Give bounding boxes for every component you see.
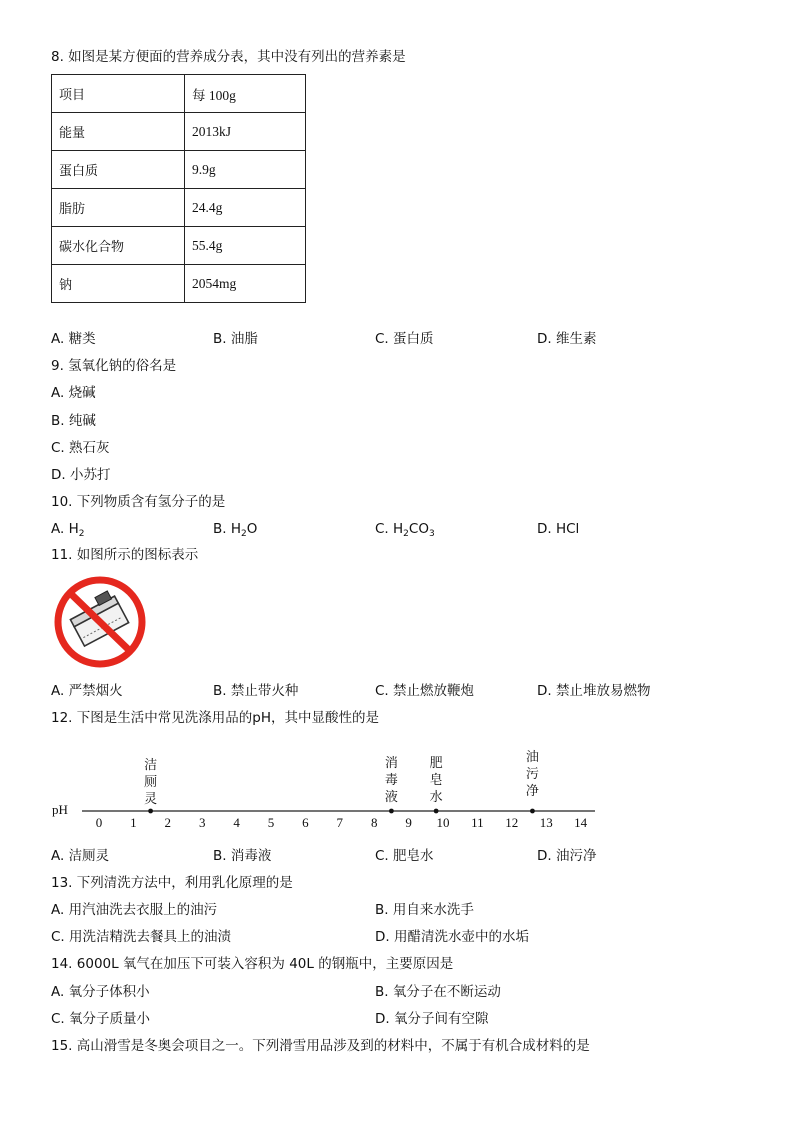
q9-option-a[interactable]: A. 烧碱: [51, 385, 96, 401]
table-row: [52, 75, 306, 113]
table-row: [52, 151, 306, 189]
table-cell: 碳水化合物: [52, 227, 185, 265]
table-cell: 蛋白质: [52, 151, 185, 189]
q13-option-d[interactable]: D. 用醋清洗水壶中的水垢: [375, 929, 529, 945]
q14-option-c[interactable]: C. 氧分子质量小: [51, 1011, 151, 1027]
table-row: [52, 189, 306, 227]
ph-tick-label: 5: [267, 815, 275, 830]
ph-tick-label: 4: [233, 815, 240, 830]
q10-option-c[interactable]: [375, 520, 435, 538]
ph-product-label-char: 液: [384, 790, 398, 805]
option-text: O: [246, 521, 258, 537]
ph-marker-dot: [530, 809, 535, 814]
q9-option-b[interactable]: B. 纯碱: [51, 413, 96, 429]
q9-option-c[interactable]: C. 熟石灰: [51, 440, 110, 456]
option-text: A. H: [51, 521, 79, 537]
q11-option-d[interactable]: D. 禁止堆放易燃物: [537, 683, 651, 699]
q9-option-d[interactable]: D. 小苏打: [51, 467, 111, 483]
table-cell: 2013kJ: [185, 113, 306, 151]
option-text: D. HCl: [537, 521, 580, 537]
ph-product-label: [383, 755, 399, 806]
ph-product-label-char: 皂: [429, 773, 443, 788]
ph-product-label: [143, 757, 159, 808]
q14-stem: 14. 6000L 氧气在加压下可装入容积为 40L 的钢瓶中，主要原因是: [51, 956, 454, 972]
ph-tick-label: 0: [95, 815, 103, 830]
ph-tick-label: 14: [574, 815, 588, 830]
ph-tick-label: 13: [539, 815, 553, 830]
subscript: 2: [241, 529, 247, 539]
ph-axis-label: pH: [52, 802, 68, 817]
ph-product-label-char: 污: [525, 767, 539, 782]
ph-product-label-char: 洁: [144, 758, 158, 773]
table-cell: 55.4g: [185, 227, 306, 265]
q11-option-a[interactable]: A. 严禁烟火: [51, 683, 123, 699]
q9-stem: 9. 氢氧化钠的俗名是: [51, 358, 177, 374]
table-cell: 钠: [52, 265, 185, 303]
q10-option-b[interactable]: [213, 520, 257, 538]
table-row: [52, 113, 306, 151]
ph-product-label-char: 灵: [144, 792, 158, 807]
q14-option-a[interactable]: A. 氧分子体积小: [51, 984, 150, 1000]
ph-product-label-char: 肥: [429, 756, 443, 771]
table-cell: 每 100g: [185, 75, 306, 113]
subscript: 2: [78, 529, 85, 539]
q13-option-a[interactable]: A. 用汽油洗去衣服上的油污: [51, 902, 218, 918]
table-cell: 项目: [52, 75, 185, 113]
table-row: [52, 227, 306, 265]
no-fire-source-sign-icon: [51, 576, 149, 668]
q8-option-d[interactable]: D. 维生素: [537, 331, 597, 347]
ph-product-label: [524, 749, 540, 800]
ph-product-label-char: 厕: [144, 775, 158, 790]
ph-product-label-char: 消: [384, 756, 398, 771]
q11-stem: 11. 如图所示的图标表示: [51, 547, 199, 563]
ph-tick-label: 6: [302, 815, 309, 830]
table-cell: 9.9g: [185, 151, 306, 189]
ph-tick-label: 1: [130, 815, 137, 830]
ph-tick-label: 3: [198, 815, 206, 830]
ph-product-label-char: 油: [525, 750, 539, 765]
ph-product-label: [428, 755, 444, 806]
ph-marker-dot: [148, 809, 153, 814]
q13-option-c[interactable]: C. 用洗洁精洗去餐具上的油渍: [51, 929, 232, 945]
q12-stem: 12. 下图是生活中常见洗涤用品的pH，其中显酸性的是: [51, 710, 379, 726]
option-text: B. H: [213, 521, 241, 537]
q14-option-b[interactable]: B. 氧分子在不断运动: [375, 984, 501, 1000]
q12-option-d[interactable]: D. 油污净: [537, 848, 597, 864]
table-row: [52, 265, 306, 303]
q8-option-c[interactable]: C. 蛋白质: [375, 331, 434, 347]
q13-stem: 13. 下列清洗方法中，利用乳化原理的是: [51, 875, 293, 891]
q10-stem: 10. 下列物质含有氢分子的是: [51, 494, 226, 510]
q12-option-c[interactable]: C. 肥皂水: [375, 848, 434, 864]
ph-marker-dot: [389, 809, 394, 814]
option-text: C. H: [375, 521, 404, 537]
table-cell: 2054mg: [185, 265, 306, 303]
q10-option-d[interactable]: [537, 520, 579, 538]
q11-option-b[interactable]: B. 禁止带火种: [213, 683, 299, 699]
q10-option-a[interactable]: [51, 520, 84, 538]
q13-option-b[interactable]: B. 用自来水洗手: [375, 902, 474, 918]
q14-option-d[interactable]: D. 氧分子间有空隙: [375, 1011, 489, 1027]
ph-product-label-char: 毒: [384, 773, 398, 788]
ph-tick-label: 11: [471, 815, 484, 830]
ph-tick-label: 12: [505, 815, 519, 830]
q8-option-b[interactable]: B. 油脂: [213, 331, 258, 347]
q15-stem: 15. 高山滑雪是冬奥会项目之一。下列滑雪用品涉及到的材料中，不属于有机合成材料的是: [51, 1038, 590, 1054]
subscript: 2: [403, 529, 409, 539]
table-cell: 能量: [52, 113, 185, 151]
option-text: CO: [408, 521, 429, 537]
subscript: 3: [428, 529, 435, 539]
ph-tick-label: 10: [436, 815, 450, 830]
ph-marker-dot: [434, 809, 439, 814]
q12-option-a[interactable]: A. 洁厕灵: [51, 848, 110, 864]
ph-product-label-char: 水: [429, 790, 443, 805]
ph-tick-label: 9: [405, 815, 412, 830]
ph-tick-label: 8: [370, 815, 378, 830]
ph-product-label-char: 净: [525, 784, 539, 799]
ph-tick-label: 2: [164, 815, 172, 830]
q12-option-b[interactable]: B. 消毒液: [213, 848, 272, 864]
nutrition-table: [51, 74, 306, 303]
q11-option-c[interactable]: C. 禁止燃放鞭炮: [375, 683, 475, 699]
q8-option-a[interactable]: A. 糖类: [51, 331, 96, 347]
q8-stem: 8. 如图是某方便面的营养成分表，其中没有列出的营养素是: [51, 49, 406, 65]
table-cell: 24.4g: [185, 189, 306, 227]
table-cell: 脂肪: [52, 189, 185, 227]
ph-tick-label: 7: [336, 815, 344, 830]
